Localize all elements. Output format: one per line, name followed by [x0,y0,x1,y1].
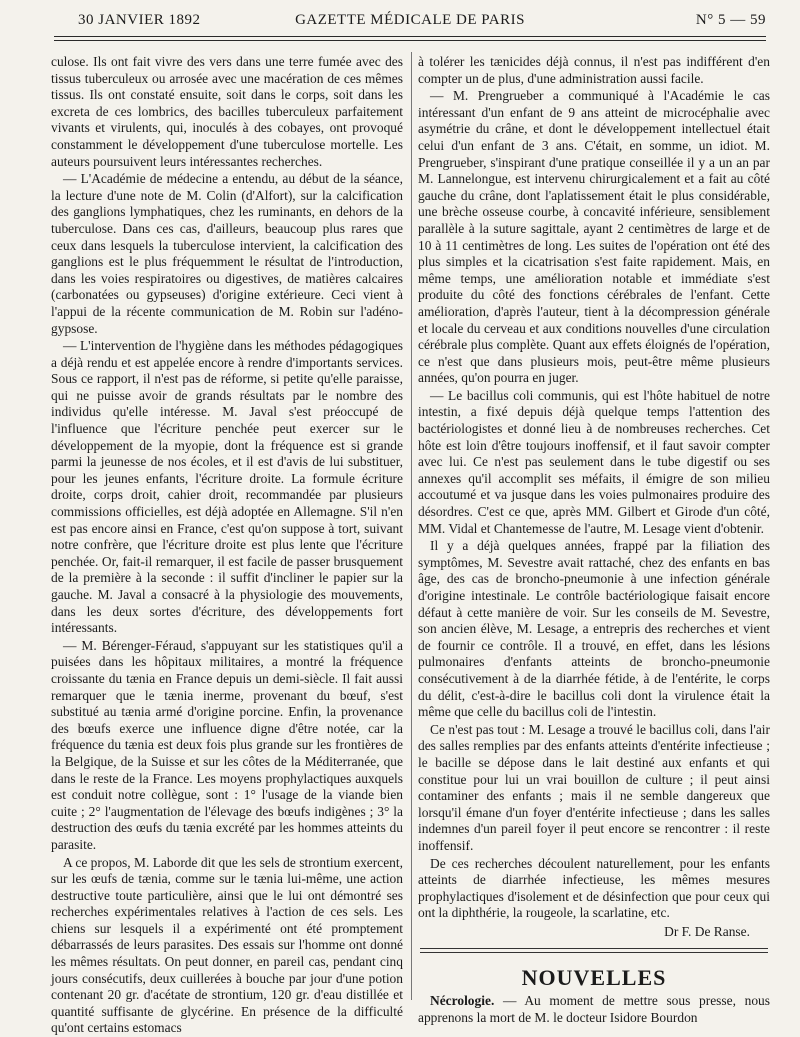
column-divider [411,52,412,1000]
paragraph: — M. Bérenger-Féraud, s'appuyant sur les statistiques qu'il a puisées dans les hôpitaux militaires, a montré la fréquence croissante du tænia en France depuis un demi-siècle. Il fait aussi remarquer que le tænia inerme, provenant du bœuf, s'est substitué au tænia armé d'origine porcine. Enfin, la provenance des bœufs exerce une influence digne d'être notée, car la fréquence du tænia est deux fois plus grande sur les frontières de la Belgique, de la Suisse et sur les côtes de la Méditerranée, que dans le reste de la France. Les moyens prophylactiques auxquels est conduit notre collègue, sont : 1° l'usage de la viande bien cuite ; 2° l'augmentation de l'élevage des bœufs indigènes ; 3° la destruction des œufs du tænia excrété par les hommes atteints du parasite. [51,638,403,854]
paragraph: Ce n'est pas tout : M. Lesage a trouvé le bacillus coli, dans l'air des salles remplies par des enfants atteints d'entérite infectieuse ; le bacille se dépose dans le lait destiné aux enfants et qui constitue pour lui un vrai bouillon de culture ; il peut ainsi contaminer des enfants ; mais il ne semble dangereux que lorsqu'il émane d'un foyer d'entérite infectieuse ; dans les salles indemnes d'un pareil foyer il peut encore se rencontrer : il reste inoffensif. [418,722,770,855]
right-column [418,54,770,1000]
author-signature: Dr F. De Ranse. [418,924,770,941]
paragraph: culose. Ils ont fait vivre des vers dans une terre fumée avec des tissus tuberculeux ou arrosée avec une macération de ces mêmes tissus. Ils ont constaté ensuite, soit dans le corps, soit dans les excreta de ces lombrics, des bacilles tuberculeux parfaitement vivants et virulents, qui, inoculés à des cobayes, ont provoqué constamment le développement d'une tuberculose mortelle. Les auteurs poursuivent leurs intéressantes recherches. [51,54,403,170]
paragraph: — Le bacillus coli communis, qui est l'hôte habituel de notre intestin, a fixé depuis déjà quelque temps l'attention des bactériologistes et donné lieu à de nombreuses recherches. Cet hôte est loin d'être toujours inoffensif, et il faut savoir compter avec lui. Ce n'est pas seulement dans le tube digestif ou ses annexes qu'il accomplit ses méfaits, il émigre de son milieu accoutumé et va jusque dans les voies pulmonaires produire des désordres. C'est ce que, après MM. Gilbert et Girode d'un côté, MM. Vidal et Chantemesse de l'autre, M. Lesage vient d'obtenir. [418,388,770,537]
header-rule [54,36,766,37]
paragraph: à tolérer les tænicides déjà connus, il n'est pas indifférent d'en compter un de plus, d'une administration aussi facile. [418,54,770,87]
left-column [51,54,403,1000]
paragraph: Il y a déjà quelques années, frappé par la filiation des symptômes, M. Sevestre avait rattaché, chez des enfants en bas âge, des cas de broncho-pneumonie à une infection générale d'origine intestinale. Le contrôle bactériologique faisait encore défaut à cette manière de voir. Sur les conseils de M. Sevestre, son ancien élève, M. Lesage, a entrepris des recherches et vient de fournir ce contrôle. Il a trouvé, en effet, dans les lésions pulmonaires d'enfants atteints de broncho-pneumonie consécutivement à de la diarrhée fétide, à de l'entérite, le corps du délit, c'est-à-dire le bacillus coli dont la virulence était la même que celle du bacillus coli de l'intestin. [418,538,770,721]
paragraph: A ce propos, M. Laborde dit que les sels de strontium exercent, sur les œufs de tænia, comme sur le tænia lui-même, une action destructive toute particulière, ainsi que le lui ont démontré ses recherches expérimentales relatives à l'action de ces sels. Les chiens sur lesquels il a expérimenté ont été promptement débarrassés de leurs parasites. Des essais sur l'homme ont donné les mêmes résultats. On peut donner, en pareil cas, pendant cinq jours consécutifs, deux cuillerées à bouche par jour d'une potion contenant 20 gr. d'acétate de strontium, 120 gr. d'eau distillée et quantité suffisante de glycérine. En présence de la difficulté qu'ont certains estomacs [51,855,403,1037]
paragraph: De ces recherches découlent naturellement, pour les enfants atteints de diarrhée infectieuse, les mêmes mesures prophylactiques d'isolement et de désinfection que pour ceux qui ont la diphthérie, la rougeole, la scarlatine, etc. [418,856,770,922]
news-text: — Au moment de mettre sous presse, nous apprenons la mort de M. le docteur Isidore Bourdon [418,993,770,1025]
header-rule-lower [54,40,766,41]
page-number: N° 5 — 59 [696,12,766,29]
section-rule [420,948,768,953]
paragraph: — L'Académie de médecine a entendu, au début de la séance, la lecture d'une note de M. Colin (d'Alfort), sur la calcification des ganglions lymphatiques, chez les ruminants, en dehors de la tuberculose. Dans ces cas, d'ailleurs, beaucoup plus rares que ceux dans lesquels la tuberculose intervient, la calcification des ganglions est le plus fréquemment le résultat de l'introduction, dans les voies respiratoires ou digestives, de matières calcaires (carbonatées ou gypseuses) d'origine extérieure. Ceci vient à l'appui de la récente communication de M. Robin sur l'adéno-gypsose. [51,171,403,337]
page-header [54,10,766,32]
news-label: Nécrologie. [430,993,494,1008]
journal-title: GAZETTE MÉDICALE DE PARIS [54,12,766,29]
paragraph: — M. Prengrueber a communiqué à l'Académie le cas intéressant d'un enfant de 9 ans atteint de microcéphalie avec asymétrie du crâne, et dont le développement intellectuel était celui d'un enfant de 3 ans. C'était, en somme, un idiot. M. Prengrueber, s'inspirant d'une pratique conseillée il y a un an par M. Lannelongue, est intervenu chirurgicalement et a fait au côté gauche du crâne, dont l'aplatissement était le plus considérable, une brèche osseuse courbe, à concavité inférieure, sensiblement parallèle à la suture sagittale, ayant 2 centimètres de large et de 10 à 11 centimètres de long. Les suites de l'opération ont été des plus simples et la cicatrisation s'est faite rapidement. Mais, en même temps, une amélioration notable et immédiate s'est produite du côté des fonctions cérébrales de l'enfant. Cette amélioration, d'après l'auteur, tient à la décompression générale et locale du cerveau et aux conditions nouvelles d'une circulation cérébrale plus complète. Quant aux effets éloignés de l'opération, ce n'est que dans plusieurs mois, peut-être même plusieurs années, qu'on pourra en juger. [418,88,770,387]
news-title: NOUVELLES [418,965,770,991]
news-paragraph [418,993,770,1026]
paragraph: — L'intervention de l'hygiène dans les méthodes pédagogiques a déjà rendu et est appelée encore à rendre d'importants services. Sous ce rapport, il n'est pas de réforme, si petite qu'elle paraisse, qui ne puisse avoir de grands résultats par le nombre des individus qu'elle intéresse. M. Javal s'est préoccupé de l'influence que l'écriture penchée peut exercer sur le développement de la myopie, dont la fréquence est si grande parmi la jeunesse de nos écoles, et il est d'avis de lui substituer, pour les jeunes enfants, l'écriture droite. La formule écriture droite, corps droit, cahier droit, recommandée par plusieurs commissions officielles, est déjà adoptée en Allemagne. S'il n'en est pas encore ainsi en France, c'est qu'on suppose à tort, suivant notre confrère, que l'écriture droite est plus lente que l'écriture penchée. Or, fait-il remarquer, il est facile de passer brusquement de la première à la seconde : il suffit d'incliner le papier sur la gauche. M. Javal a consacré à la physiologie des mouvements, dans les deux sortes d'écriture, des développements fort intéressants. [51,338,403,637]
issue-date: 30 JANVIER 1892 [78,12,201,29]
